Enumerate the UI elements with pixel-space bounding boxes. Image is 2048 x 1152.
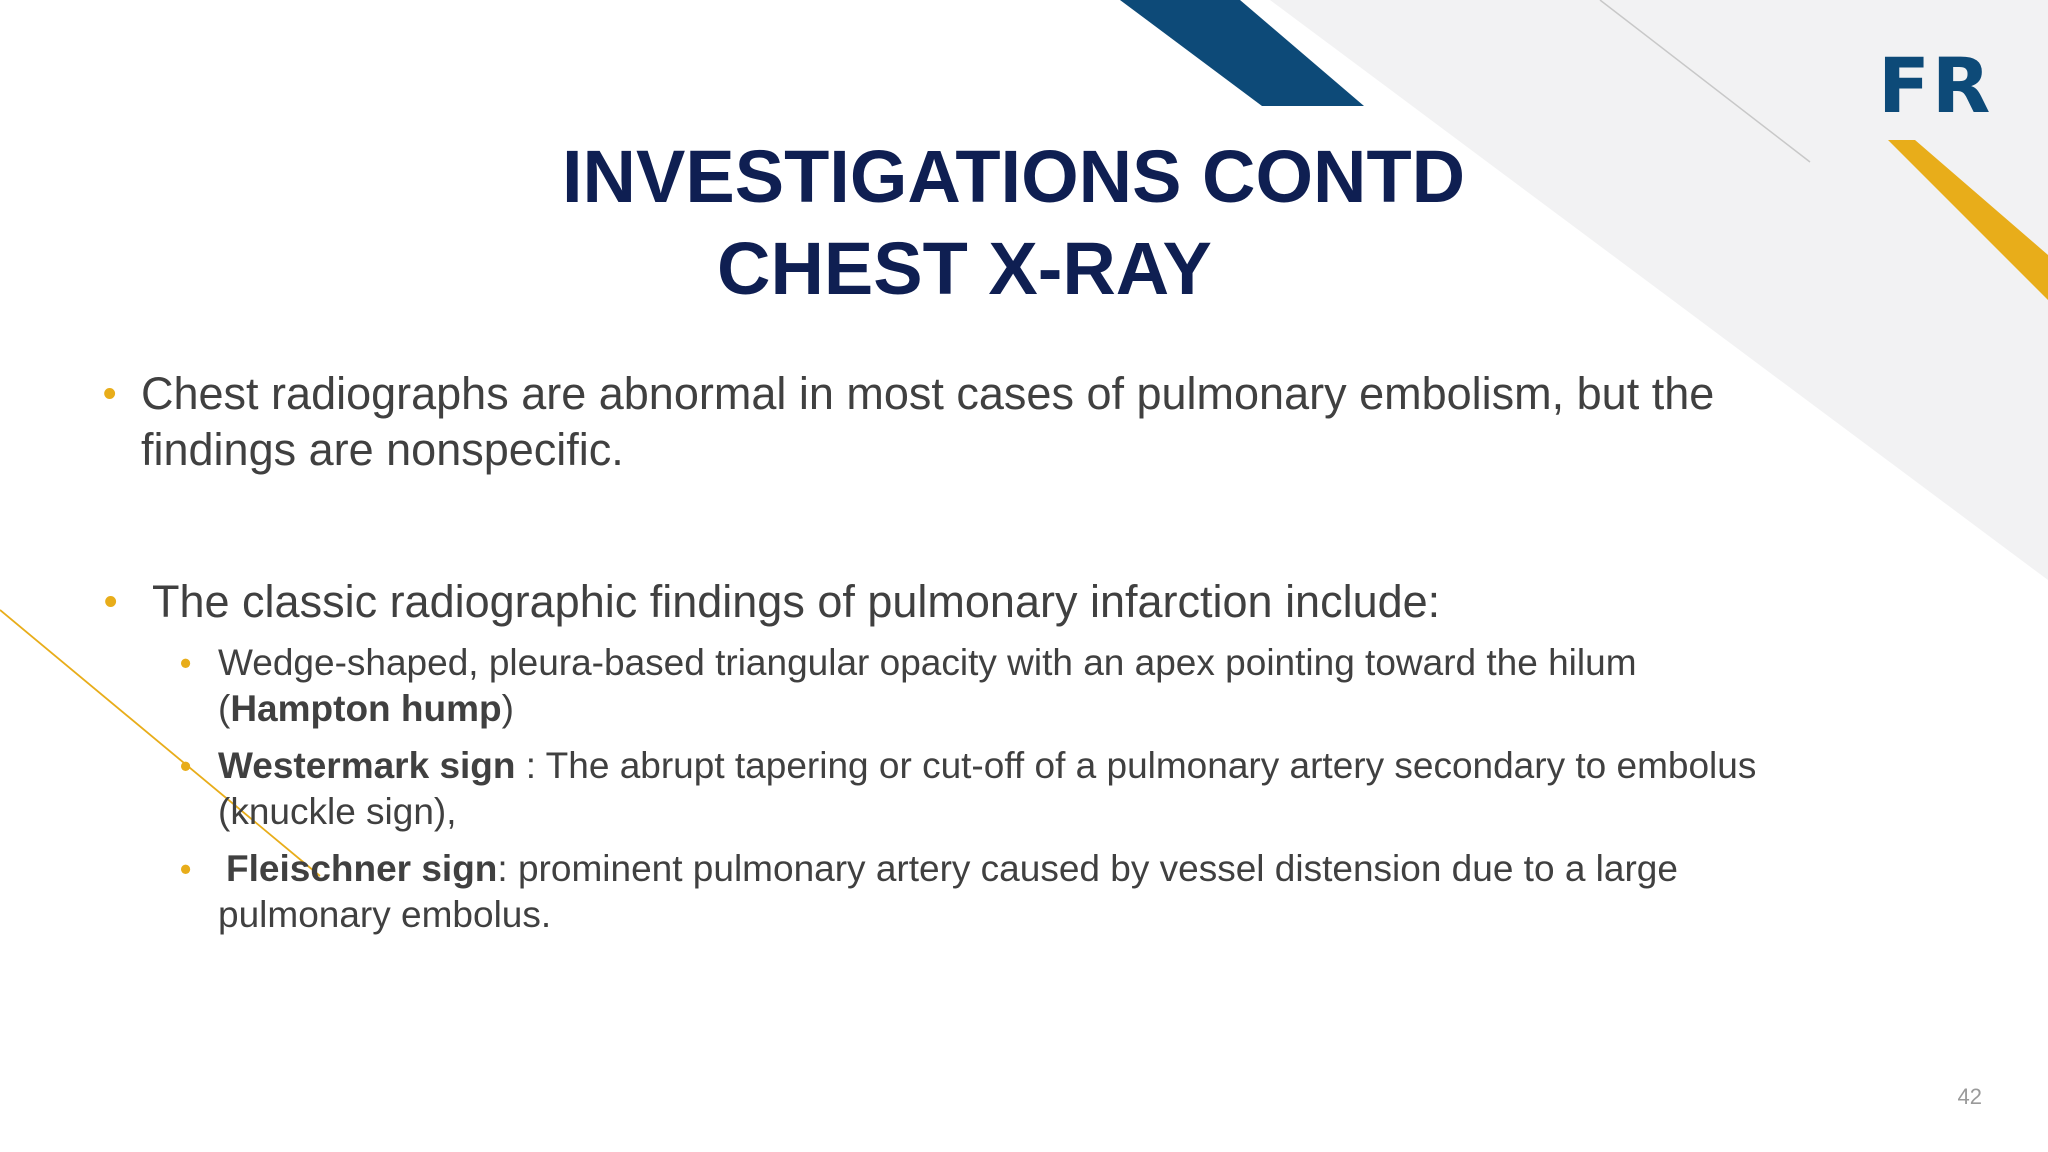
subbullet-2-line-1 xyxy=(218,743,1756,789)
paren-close: ) xyxy=(501,688,514,729)
subbullet-dot-icon: • xyxy=(180,748,192,784)
bullet-dot-icon: • xyxy=(104,581,118,623)
bullet-2 xyxy=(104,574,1441,630)
subbullet-3-line-1 xyxy=(226,846,1678,892)
subbullet-3 xyxy=(180,846,1678,938)
paren-open: ( xyxy=(218,688,231,729)
bullet-1 xyxy=(103,366,1715,478)
subbullet-1-line-2 xyxy=(218,686,1637,732)
subbullet-dot-icon: • xyxy=(180,645,192,681)
bullet-dot-icon: • xyxy=(103,373,117,415)
subbullet-2-line-2: (knuckle sign), xyxy=(218,791,457,832)
slide-title-line-1: INVESTIGATIONS CONTD xyxy=(562,135,1466,218)
hampton-hump-term: Hampton hump xyxy=(230,688,502,729)
logo-fr: FR xyxy=(1878,41,1993,130)
subbullet-dot-icon: • xyxy=(180,851,192,887)
bullet-1-line-2: findings are nonspecific. xyxy=(141,424,624,475)
westermark-sign-term: Westermark sign xyxy=(218,745,516,786)
fleischner-sign-term: Fleischner sign xyxy=(226,848,498,889)
subbullet-1-line-1: Wedge-shaped, pleura-based triangular opacity with an apex pointing toward the hilum xyxy=(218,642,1637,683)
bullet-1-line-1: Chest radiographs are abnormal in most cases of pulmonary embolism, but the xyxy=(141,368,1715,419)
subbullet-1 xyxy=(180,640,1637,732)
bullet-2-line-1: The classic radiographic findings of pulmonary infarction include: xyxy=(152,576,1441,627)
fleischner-sign-description: : prominent pulmonary artery caused by vessel distension due to a large xyxy=(497,848,1678,889)
slide-title-line-2: CHEST X-RAY xyxy=(717,227,1212,310)
westermark-sign-description: : The abrupt tapering or cut-off of a pulmonary artery secondary to embolus xyxy=(515,745,1757,786)
subbullet-3-line-2: pulmonary embolus. xyxy=(218,894,552,935)
subbullet-2 xyxy=(180,743,1757,835)
page-number: 42 xyxy=(1957,1084,1982,1109)
